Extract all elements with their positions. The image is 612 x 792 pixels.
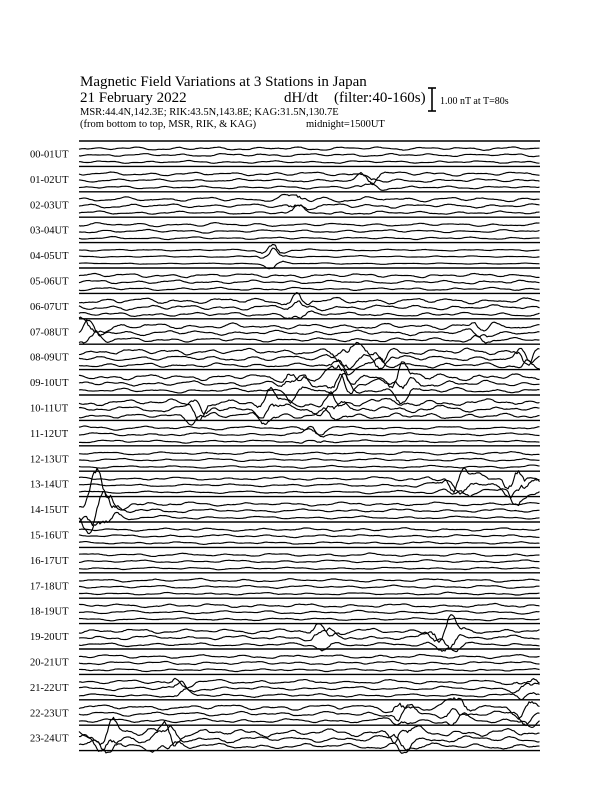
trace-kag: [79, 698, 540, 720]
hour-label: 11-12UT: [30, 428, 69, 440]
hour-label: 20-21UT: [30, 657, 69, 669]
trace-rik: [79, 301, 540, 311]
trace-msr: [79, 542, 540, 545]
trace-kag: [79, 194, 540, 202]
hour-label: 03-04UT: [30, 225, 69, 237]
trace-msr: [79, 237, 540, 240]
figure-header: [80, 74, 509, 130]
scale-bar: [428, 88, 509, 111]
hour-label: 13-14UT: [30, 479, 69, 491]
trace-rik: [79, 154, 540, 157]
trace-rik: [79, 229, 540, 233]
hour-label: 08-09UT: [30, 352, 69, 364]
trace-msr: [79, 592, 540, 595]
trace-msr: [79, 311, 540, 319]
hour-label: 21-22UT: [30, 682, 69, 694]
hour-label: 01-02UT: [30, 174, 69, 186]
trace-msr: [79, 465, 540, 468]
hour-label: 09-10UT: [30, 378, 69, 390]
hour-row: [30, 268, 540, 291]
hour-row: [30, 387, 540, 425]
trace-kag: [79, 223, 540, 227]
trace-msr: [79, 374, 540, 404]
hour-label: 17-18UT: [30, 581, 69, 593]
hour-row: [30, 547, 540, 569]
trace-rik: [79, 585, 540, 588]
hour-row: [30, 362, 540, 404]
trace-msr: [79, 740, 540, 753]
trace-kag: [79, 273, 540, 277]
hour-label: 22-23UT: [30, 708, 69, 720]
trace-rik: [79, 661, 540, 664]
trace-msr: [79, 689, 540, 700]
trace-kag: [79, 678, 540, 688]
trace-rik: [79, 681, 540, 693]
trace-kag: [79, 172, 540, 185]
trace-kag: [79, 342, 540, 365]
trace-msr: [79, 358, 540, 375]
trace-msr: [79, 567, 540, 570]
hour-label: 16-17UT: [30, 555, 69, 567]
hour-label: 02-03UT: [30, 200, 69, 212]
trace-kag: [79, 528, 540, 532]
trace-msr: [79, 287, 540, 290]
trace-kag: [79, 655, 540, 659]
figure-filter: (filter:40-160s): [334, 90, 426, 106]
trace-kag: [79, 452, 540, 455]
trace-rik: [79, 280, 540, 284]
hour-row: [30, 573, 540, 595]
hour-label: 19-20UT: [30, 632, 69, 644]
hour-label: 06-07UT: [30, 301, 69, 313]
hour-label: 14-15UT: [30, 505, 69, 517]
trace-rik: [79, 704, 540, 725]
hourly-trace-rows: [30, 141, 540, 753]
hour-row: [30, 317, 540, 343]
hour-label: 05-06UT: [30, 276, 69, 288]
trace-rik: [79, 535, 540, 538]
trace-msr: [79, 161, 540, 164]
trace-msr: [79, 183, 540, 191]
trace-msr: [79, 642, 540, 651]
hour-row: [30, 649, 540, 672]
trace-msr: [79, 618, 540, 621]
hour-label: 10-11UT: [30, 403, 69, 415]
hour-label: 18-19UT: [30, 606, 69, 618]
hour-label: 04-05UT: [30, 251, 69, 263]
hour-row: [30, 293, 540, 319]
figure-date: 21 February 2022: [80, 90, 187, 106]
hour-row: [30, 598, 540, 621]
hour-row: [30, 166, 540, 190]
hour-row: [30, 698, 540, 728]
midnight-note: midnight=1500UT: [306, 119, 385, 130]
hour-row: [30, 141, 540, 163]
trace-kag: [79, 604, 540, 608]
trace-rik: [79, 610, 540, 614]
figure-title: Magnetic Field Variations at 3 Stations in Japan: [80, 74, 367, 90]
trace-kag: [79, 293, 540, 305]
trace-rik: [79, 320, 540, 337]
trace-rik: [79, 427, 540, 438]
hour-label: 15-16UT: [30, 530, 69, 542]
hour-row: [30, 420, 540, 443]
hour-row: [30, 674, 540, 699]
trace-rik: [79, 458, 540, 461]
trace-rik: [79, 204, 540, 210]
figure-quantity: dH/dt: [284, 90, 319, 106]
trace-msr: [79, 669, 540, 672]
trace-kag: [79, 245, 540, 254]
station-coordinates: MSR:44.4N,142.3E; RIK:43.5N,143.8E; KAG:31.5N,130.7E: [80, 107, 339, 118]
hour-label: 23-24UT: [30, 733, 69, 745]
hour-label: 12-13UT: [30, 454, 69, 466]
hour-row: [30, 192, 540, 214]
hour-row: [30, 446, 540, 469]
trace-kag: [79, 553, 540, 556]
hour-row: [30, 243, 540, 269]
hour-row: [30, 468, 540, 506]
hour-row: [30, 717, 540, 753]
trace-rik: [79, 560, 540, 563]
trace-kag: [79, 579, 540, 583]
hour-row: [30, 217, 540, 239]
trace-rik: [79, 174, 540, 183]
hour-row: [30, 522, 540, 544]
trace-rik: [79, 480, 540, 498]
hour-label: 00-01UT: [30, 149, 69, 161]
station-order-note: (from bottom to top, MSR, RIK, & KAG): [80, 119, 257, 130]
hour-label: 07-08UT: [30, 327, 69, 339]
trace-kag: [79, 147, 540, 151]
scale-bar-label: 1.00 nT at T=80s: [440, 96, 509, 107]
trace-msr: [79, 440, 540, 443]
